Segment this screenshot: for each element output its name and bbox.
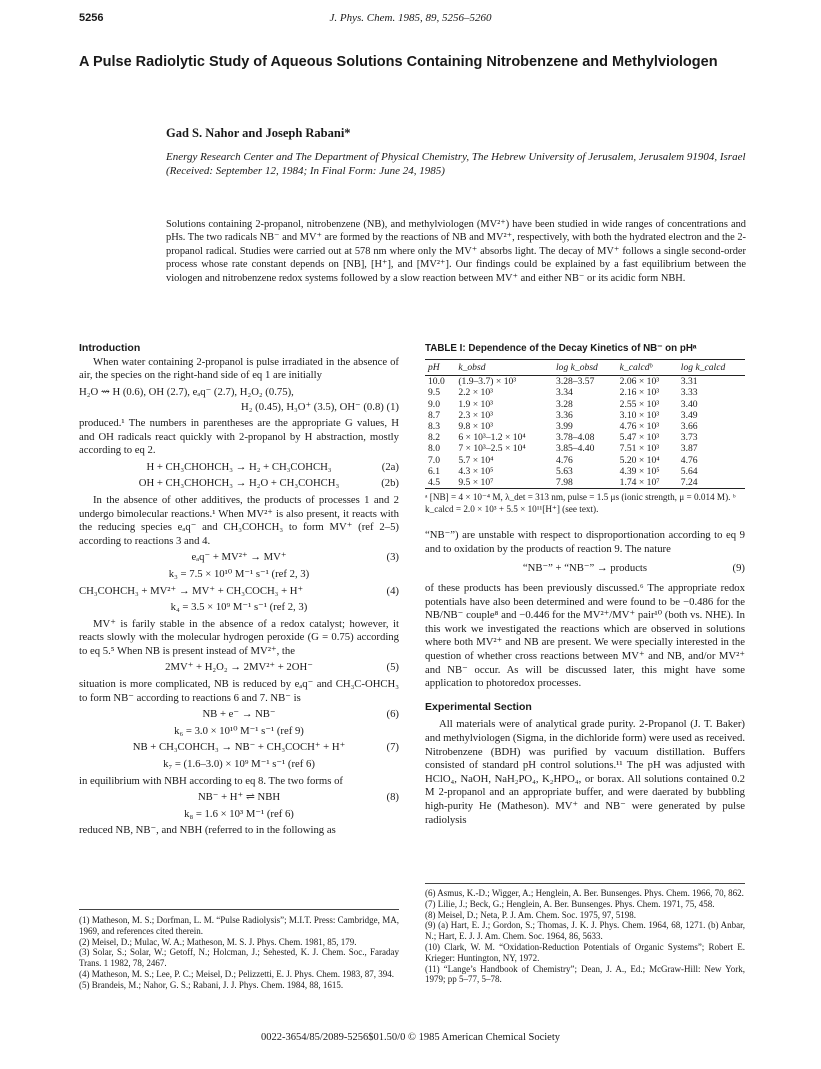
equation-9-number: (9) [732,562,745,575]
table-cell: 2.3 × 10³ [458,409,493,421]
table-cell: 9.8 × 10³ [458,421,493,432]
rate-constant-k7: k₇ = (1.6–3.0) × 10⁹ M⁻¹ s⁻¹ (ref 6) [163,758,315,771]
table-row [425,477,745,489]
table-note [425,492,745,515]
equation-3-number: (3) [386,551,399,564]
table-cell: 3.87 [680,443,698,455]
table-caption: TABLE I: Dependence of the Decay Kinetics of NB⁻ on pHᵃ [425,343,697,354]
equation-2b-number: (2b) [381,477,399,490]
equation-4-text: CH₃COHCH₃ + MV²⁺ → MV⁺ + CH₃COCH₃ + H⁺ [79,584,304,597]
authors: Gad S. Nahor and Joseph Rabani* [166,126,351,140]
table-header-row [425,359,745,376]
equation-8-number: (8) [386,791,399,804]
table-cell: 7.24 [678,477,745,489]
table-cell: 7.51 × 10³ [619,443,660,455]
equation-3-text: eₐq⁻ + MV²⁺ → MV⁺ [191,551,287,564]
table-cell: 1.74 × 10⁷ [617,477,678,489]
table-cell: 4.76 [680,454,698,466]
table-note-b: ᵇ k_calcd = 2.0 × 10³ + 5.5 × 10¹¹[H⁺] (see text). [425,492,736,514]
table-cell: 6.1 [428,465,440,477]
table-cell: 5.20 × 10⁴ [619,454,660,466]
table-header-log-k-calcd: log k_calcd [678,359,745,376]
equation-1a: H₂O ⇝ H (0.6), OH (2.7), eₐq⁻ (2.7), H₂O₂ (0.75), [79,385,294,398]
footnotes-left [79,909,399,991]
equation-2b [79,477,399,491]
abstract: Solutions containing 2-propanol, nitrobenzene (NB), and methylviologen (MV²⁺) have been studied in wide ranges of concentrations and pHs. The two radicals NB⁻ and MV⁺ are formed by the reactions of NB and MV²⁺, respectively, with both the hydrated electron and the 2-propanol radical. Studies were carried out at 578 nm where only the MV⁺ absorbs light. The decay of MV⁺ follows a single second-order process whose rate constant depends on [NB], [H⁺], and [MV²⁺]. Our findings could be explained by a fast equilibrium between the viologen and nitrobenzene redox systems followed by a slow reaction between MV⁺ and either NB⁻ or its acidic form NBH. [166,219,746,284]
footnotes-right [425,883,745,985]
introduction-heading: Introduction [79,342,141,354]
table-cell: 3.36 [556,409,573,421]
equation-2a-text: H + CH₃CHOHCH₃ → H₂ + CH₃COHCH₃ [146,460,332,473]
table-cell: 3.10 × 10³ [619,409,660,421]
table-row [425,455,745,466]
equation-2a [79,461,399,475]
equation-8-text: NB⁻ + H⁺ ⇌ NBH [197,791,281,804]
rate-constant-k6: k₆ = 3.0 × 10¹⁰ M⁻¹ s⁻¹ (ref 9) [174,724,304,737]
table-cell: 5.64 [680,465,698,477]
table-cell: 3.34 [556,387,573,399]
table-cell: 7.98 [553,477,617,489]
equation-7-text: NB + CH₃COHCH₃ → NB⁻ + CH₃COCH⁺ + H⁺ [132,741,346,754]
intro-paragraph-3: In the absence of other additives, the products of processes 1 and 2 undergo bimolecular reactions.¹ When MV²⁺ is also present, it reacts with the reducing species eₐq⁻ and CH₃COHCH₃ to form MV⁺ (ref 2–5) according to reactions 3 and 4. [79,493,399,547]
table-cell: 3.33 [680,387,698,399]
equation-2b-text: OH + CH₃CHOHCH₃ → H₂O + CH₃COHCH₃ [138,477,340,490]
paper-title: A Pulse Radiolytic Study of Aqueous Solutions Containing Nitrobenzene and Methylviologen [79,54,718,70]
footnote: (2) Meisel, D.; Mulac, W. A.; Matheson, M. S. J. Phys. Chem. 1981, 85, 179. [79,936,357,947]
table-cell: 2.06 × 10³ [619,376,660,388]
table-cell: 5.7 × 10⁴ [458,454,494,466]
equation-3 [79,551,399,565]
right-column [425,342,745,827]
footnote: (11) “Lange’s Handbook of Chemistry”; Dean, J. A., Ed.; McGraw-Hill: New York, 1979; pp 5–77, 5–78. [425,963,745,985]
table-cell: 4.3 × 10⁵ [458,465,494,477]
table-cell: (1.9–3.7) × 10³ [458,376,517,388]
intro-paragraph-7: reduced NB, NB⁻, and NBH (referred to in the following as [79,824,336,837]
footnote: (5) Brandeis, M.; Nahor, G. S.; Rabani, J. J. Phys. Chem. 1984, 88, 1615. [79,979,344,990]
table-header-k-calcd: k_calcdᵇ [617,359,678,376]
table-cell: 1.9 × 10³ [458,398,493,410]
intro-paragraph-4: MV⁺ is farily stable in the absence of a redox catalyst; however, it reacts slowly with the molecular hydrogen peroxide (G = 0.75) according to eq 5.⁵ When NB is present instead of MV²⁺, the [79,617,399,657]
table-cell: 10.0 [428,376,445,388]
table-cell: 3.28 [556,398,573,410]
table-note-a: ᵃ [NB] = 4 × 10⁻⁴ M, λ_det = 313 nm, pulse = 1.5 μs (ionic strength, μ = 0.014 M). [425,492,731,503]
table-cell: 8.0 [428,443,440,455]
table-cell: 3.73 [680,432,698,444]
footnote: (3) Solar, S.; Solar, W.; Getoff, N.; Holcman, J.; Sehested, K. J. Chem. Soc., Faraday Trans. 1 1982, 78, 2467. [79,947,399,969]
right-paragraph-2: of these products has been previously discussed.⁶ The appropriate redox potentials have also been determined and were found to be −0.486 for the NB/NB⁻ couple⁸ and −0.446 for the MV²⁺/MV⁺ pair¹⁰ (both vs. NHE). In this work we investigated the reactions which are observed in solutions where both MV²⁺ and NB are present. We were specially interested in the question of whether cross reactions between MV⁺ and NB, and/or MV²⁺ and NB⁻ occur. As will be discussed later, this might have some application to photoredox processes. [425,582,745,690]
table-cell: 2.16 × 10³ [619,387,660,399]
journal-citation: J. Phys. Chem. 1985, 89, 5256–5260 [329,12,492,24]
table-cell: 5.47 × 10³ [619,432,660,444]
equation-1b: H₂ (0.45), H₃O⁺ (3.5), OH⁻ (0.8) (1) [241,401,399,414]
table-cell: 8.3 [428,421,440,432]
table-cell: 2.55 × 10³ [619,398,660,410]
equation-7 [79,741,399,755]
table-cell: 4.5 [425,477,455,489]
table-cell: 3.31 [680,376,698,388]
table-cell: 3.40 [680,398,698,410]
table-row [425,387,745,398]
footnote: (9) (a) Hart, E. J.; Gordon, S.; Thomas, J. K. J. Phys. Chem. 1964, 68, 1271. (b) Anbar, N.; Hart, E. J. J. Am. Chem. Soc. 1964, 86, 5633. [425,920,745,942]
affiliation: Energy Research Center and The Department of Physical Chemistry, The Hebrew University of Jerusalem, Jerusalem 91904, Israel (Received: September 12, 1984; In Final Form: June 24, 1985) [166,151,746,177]
equation-6-text: NB + e⁻ → NB⁻ [202,708,276,721]
intro-paragraph-6: in equilibrium with NBH according to eq 8. The two forms of [79,774,343,787]
table-row [425,421,745,432]
equation-6-number: (6) [386,708,399,721]
rate-constant-k4: k₄ = 3.5 × 10⁹ M⁻¹ s⁻¹ (ref 2, 3) [170,601,308,614]
table-row [425,410,745,421]
equation-5-text: 2MV⁺ + H₂O₂ → 2MV²⁺ + 2OH⁻ [165,661,313,674]
table-cell: 3.28–3.57 [556,376,595,388]
table-cell: 9.5 × 10⁷ [455,477,553,489]
table-cell: 4.39 × 10⁵ [619,465,660,477]
table-cell: 6 × 10³–1.2 × 10⁴ [458,432,526,444]
table-header-ph: pH [425,359,455,376]
footnote: (8) Meisel, D.; Neta, P. J. Am. Chem. Soc. 1975, 97, 5198. [425,909,636,920]
right-paragraph-1: “NB⁻”) are unstable with respect to disproportionation according to eq 9 and to oxidation by the products of reaction 9. The nature [425,529,745,555]
left-column [79,342,399,838]
footnote: (1) Matheson, M. S.; Dorfman, L. M. “Pulse Radiolysis”; M.I.T. Press: Cambridge, MA, 1969, and references cited therein. [79,915,399,936]
page-number: 5256 [79,12,104,24]
table-cell: 5.63 [556,465,573,477]
intro-paragraph-1: When water containing 2-propanol is pulse irradiated in the absence of air, the species on the right-hand side of eq 1 are initially [79,355,399,382]
rate-constant-k8: k₈ = 1.6 × 10³ M⁻¹ (ref 6) [184,807,294,820]
equation-8 [79,791,399,805]
table-cell: 9.0 [428,398,440,410]
table-cell: 3.66 [680,421,698,432]
equation-7-number: (7) [386,741,399,754]
equation-4 [79,585,399,599]
experimental-heading: Experimental Section [425,700,532,713]
table-cell: 3.85–4.40 [556,443,595,455]
kinetics-table [425,359,745,490]
table-row [425,432,745,443]
table-cell: 8.2 [428,432,440,444]
table-header-log-k-obsd: log k_obsd [553,359,617,376]
table-cell: 9.5 [428,387,440,399]
intro-paragraph-5: situation is more complicated, NB is reduced by eₐq⁻ and CH₃C-OHCH₃ to form NB⁻ according to reactions 6 and 7. NB⁻ is [79,678,399,704]
equation-9-text: “NB⁻” + “NB⁻” → products [522,562,648,575]
table-cell: 3.78–4.08 [556,432,595,444]
footnote: (10) Clark, W. M. “Oxidation-Reduction Potentials of Organic Systems”; Robert E. Krieger: Huntington, NY, 1972. [425,941,745,963]
rate-constant-k3: k₃ = 7.5 × 10¹⁰ M⁻¹ s⁻¹ (ref 2, 3) [168,567,310,580]
equation-5 [79,661,399,675]
page-footer: 0022-3654/85/2089-5256$01.50/0 © 1985 American Chemical Society [260,1032,561,1043]
footnote: (6) Asmus, K.-D.; Wigger, A.; Henglein, A. Ber. Bunsenges. Phys. Chem. 1966, 70, 862. [425,888,744,898]
equation-6 [79,708,399,722]
table-cell: 3.99 [556,421,573,432]
experimental-paragraph: All materials were of analytical grade purity. 2-Propanol (J. T. Baker) and methylviologen (Sigma, in the dichloride form) were used as received. Nitrobenzene (BDH) was purified by vacuum distillation. Buffers consisted of standard pH control solutions.¹¹ The pH was adjusted with HClO₄, NaOH, NaH₂PO₄, K₂HPO₄, or borax. All solutions contained 0.2 M 2-propanol and an appropriate buffer, and were daerated by bubbling high-purity He (Matheson). MV⁺ and NB⁻ were generated by pulse radiolysis [425,718,745,826]
table-row [425,399,745,410]
table-row [425,443,745,454]
footnote: (7) Lilie, J.; Beck, G.; Henglein, A. Ber. Bunsenges. Phys. Chem. 1971, 75, 458. [425,898,715,909]
table-cell: 7 × 10³–2.5 × 10⁴ [458,443,526,455]
table-row [425,376,745,388]
table-cell: 4.76 × 10³ [619,421,660,432]
table-cell: 4.76 [556,454,573,466]
equation-5-number: (5) [386,661,399,674]
table-cell: 8.7 [428,409,440,421]
equation-4-number: (4) [386,584,399,597]
footnote: (4) Matheson, M. S.; Lee, P. C.; Meisel, D.; Pelizzetti, E. J. Phys. Chem. 1983, 87, 394. [79,968,394,979]
intro-paragraph-2: produced.¹ The numbers in parentheses are the appropriate G values, H and OH radicals react quickly with 2-propanol by H abstraction, mostly according to eq 2. [79,416,399,457]
table-row [425,466,745,477]
equation-9 [425,562,745,576]
table-cell: 3.49 [680,409,698,421]
equation-2a-number: (2a) [381,460,399,473]
table-cell: 7.0 [428,454,440,466]
table-cell: 2.2 × 10³ [458,387,493,399]
table-header-k-obsd: k_obsd [455,359,553,376]
